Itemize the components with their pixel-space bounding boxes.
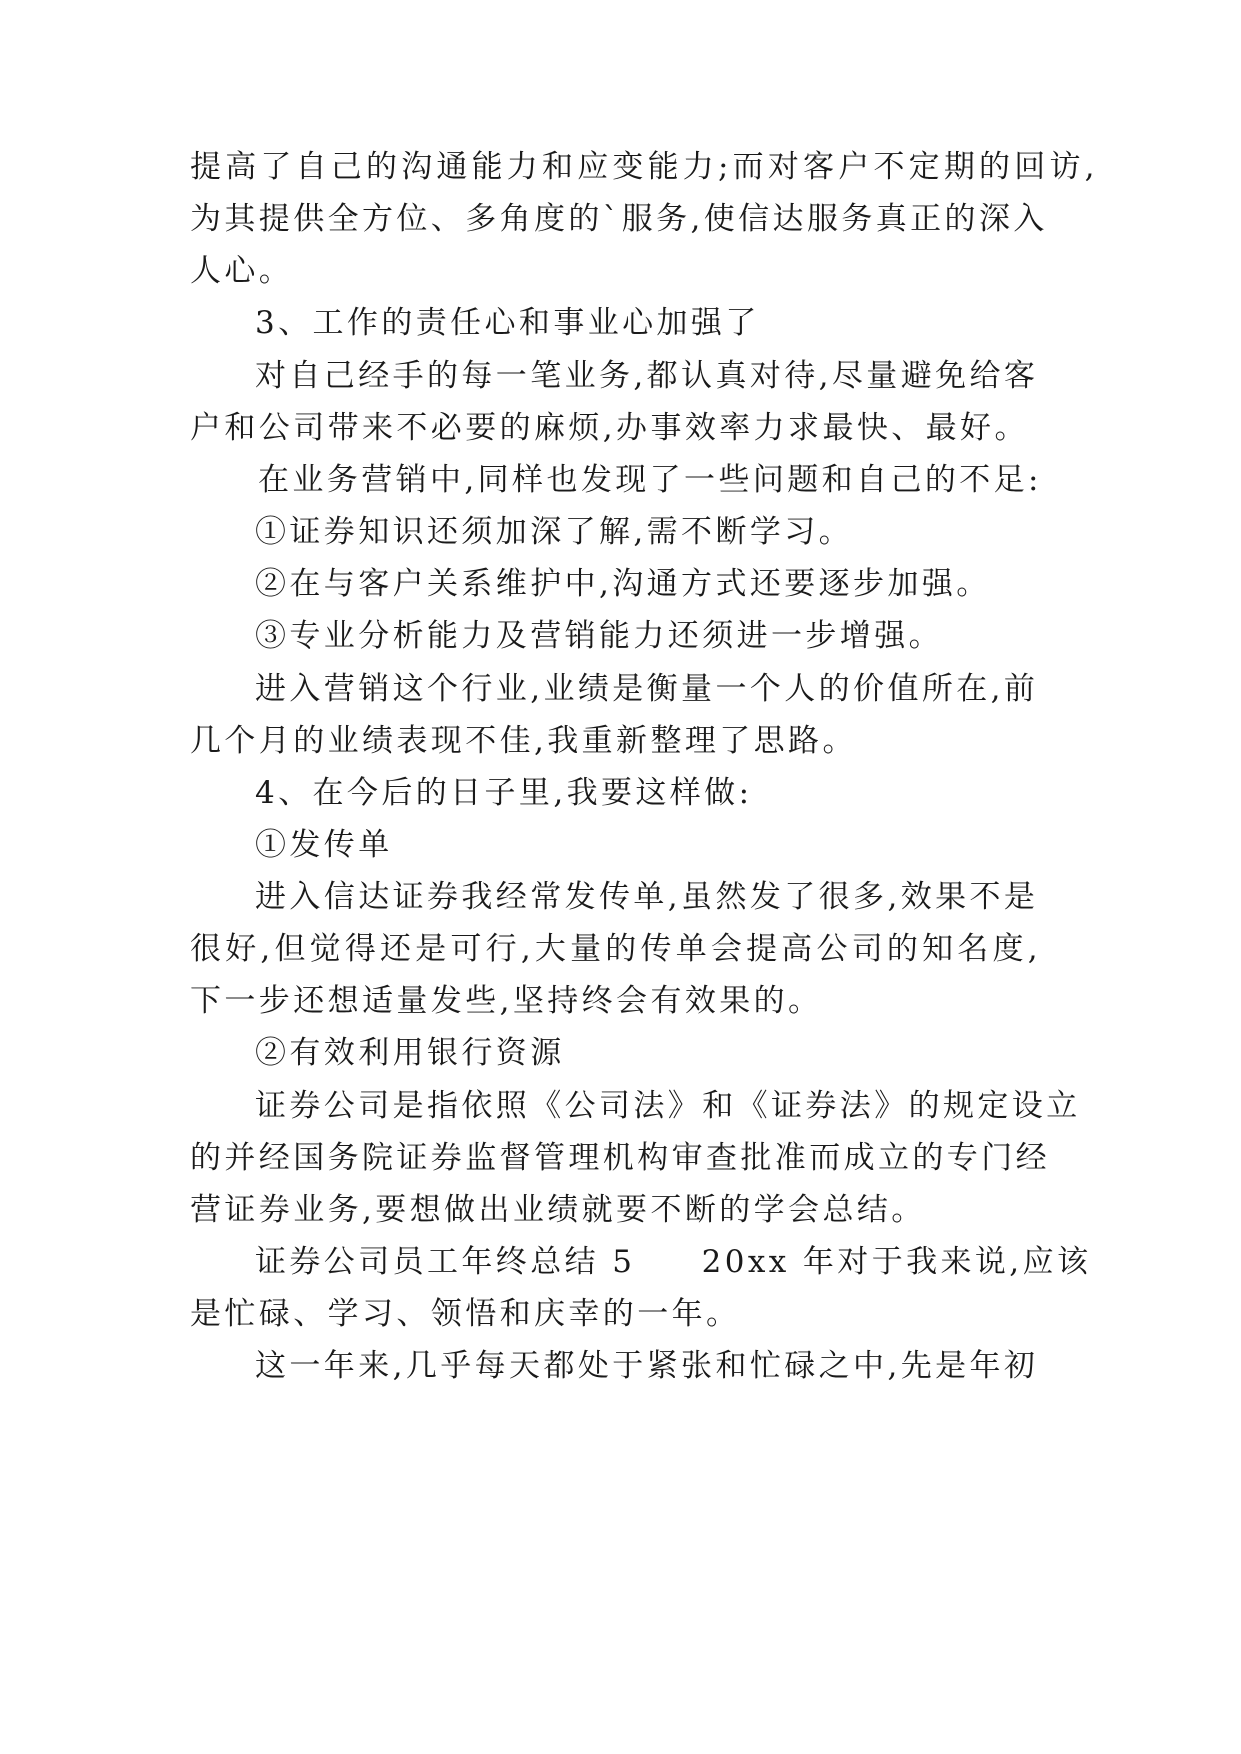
- list-item: ①发传单: [255, 827, 393, 863]
- paragraph-line: 很好,但觉得还是可行,大量的传单会提高公司的知名度,: [190, 931, 1042, 967]
- section-heading: 3、工作的责任心和事业心加强了: [255, 305, 760, 341]
- paragraph-line: 证券公司是指依照《公司法》和《证券法》的规定设立: [255, 1088, 1081, 1124]
- paragraph-line: 人心。: [190, 253, 294, 289]
- section-heading: 4、在今后的日子里,我要这样做:: [255, 775, 753, 811]
- list-item: ①证券知识还须加深了解,需不断学习。: [255, 514, 854, 550]
- section-heading: 证券公司员工年终总结 5 20xx 年对于我来说,应该: [255, 1244, 1092, 1280]
- paragraph-line: 营证券业务,要想做出业绩就要不断的学会总结。: [190, 1192, 926, 1228]
- list-item: ②在与客户关系维护中,沟通方式还要逐步加强。: [255, 566, 991, 602]
- paragraph-line: 在业务营销中,同样也发现了一些问题和自己的不足:: [258, 462, 1042, 498]
- paragraph-line: 是忙碌、学习、领悟和庆幸的一年。: [190, 1296, 741, 1332]
- paragraph-line: 提高了自己的沟通能力和应变能力;而对客户不定期的回访,: [190, 149, 1099, 185]
- paragraph-line: 进入营销这个行业,业绩是衡量一个人的价值所在,前: [255, 671, 1039, 707]
- paragraph-line: 的并经国务院证券监督管理机构审查批准而成立的专门经: [190, 1140, 1050, 1176]
- paragraph-line: 这一年来,几乎每天都处于紧张和忙碌之中,先是年初: [255, 1348, 1039, 1384]
- paragraph-line: 下一步还想适量发些,坚持终会有效果的。: [190, 983, 823, 1019]
- paragraph-line: 对自己经手的每一笔业务,都认真对待,尽量避免给客: [255, 358, 1039, 394]
- paragraph-line: 户和公司带来不必要的麻烦,办事效率力求最快、最好。: [190, 410, 1029, 446]
- paragraph-line: 为其提供全方位、多角度的`服务,使信达服务真正的深入: [190, 201, 1048, 237]
- list-item: ②有效利用银行资源: [255, 1035, 565, 1071]
- paragraph-line: 进入信达证券我经常发传单,虽然发了很多,效果不是: [255, 879, 1039, 915]
- paragraph-line: 几个月的业绩表现不佳,我重新整理了思路。: [190, 723, 857, 759]
- list-item: ③专业分析能力及营销能力还须进一步增强。: [255, 618, 943, 654]
